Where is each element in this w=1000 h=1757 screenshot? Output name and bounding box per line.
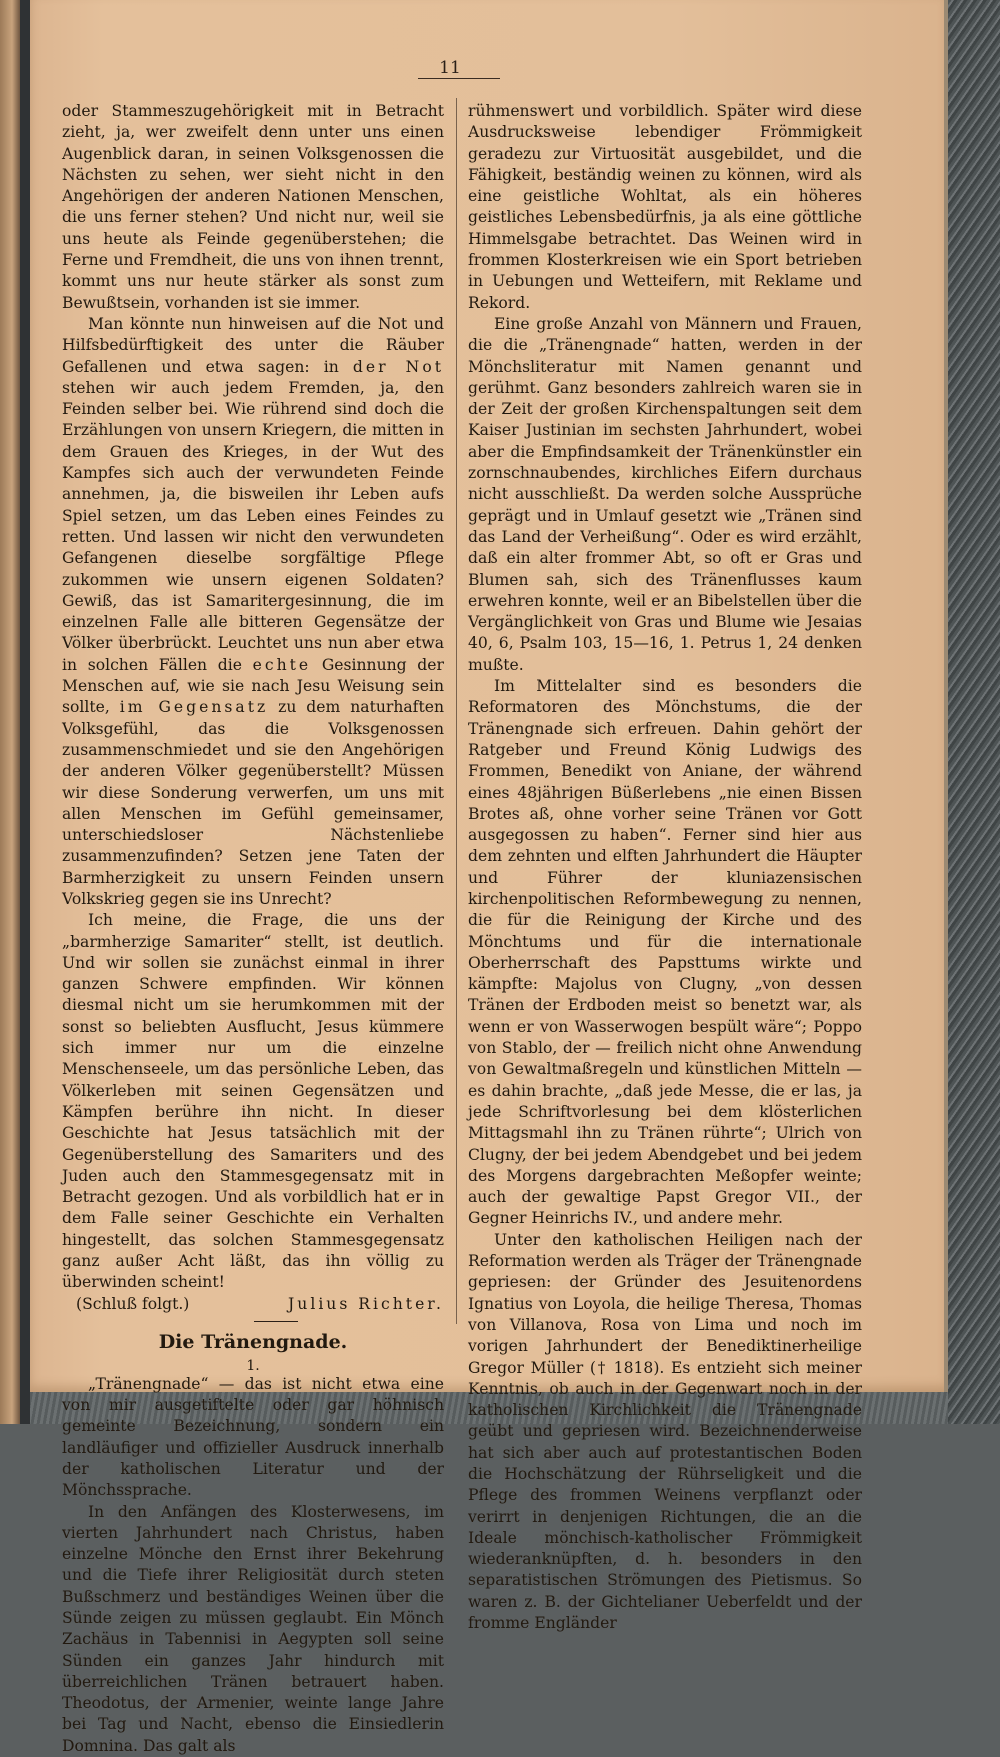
paragraph: Ich meine, die Frage, die uns der „barmherzige Samariter“ stellt, ist deutlich. Und wir sollen sie zunächst einmal in ihrer ganzen Schwere empfinden. Wir können diesmal nicht um sie herumkommen mit der sonst so beliebten Ausflucht, Jesus kümmere sich immer nur um die einzelne Menschenseele, um das persönliche Leben, das Völkerleben mit seinen Gegensätzen und Kämpfen berühre ihn nicht. In dieser Geschichte hat Jesus tatsächlich mit der Gegenüberstellung des Samariters und des Juden auch den Stammesgegensatz mit in Betracht gezogen. Und als vorbildlich hat er in dem Falle seiner Geschichte ein Verhalten hingestellt, das solchen Stammesgegensatz ganz außer Acht läßt, das ihn völlig zu überwinden scheint! (62, 910, 444, 1293)
paragraph: Eine große Anzahl von Männern und Frauen, die die „Tränengnade“ hatten, werden in der Mönchsliteratur mit Namen genannt und gerühmt. Ganz besonders zahlreich waren sie in der Zeit der großen Kirchenspaltungen seit dem Kaiser Justinian im sechsten Jahrhundert, wobei aber die Empfindsamkeit der Tränenkünstler ein zornschnaubendes, kirchliches Eifern durchaus nicht ausschließt. Da werden solche Aussprüche geprägt und in Umlauf gesetzt wie „Tränen sind das Land der Verheißung“. Oder es wird erzählt, daß ein alter frommer Abt, so oft er Gras und Blumen sah, sich des Tränenflusses kaum erwehren konnte, weil er an Bibelstellen über die Vergänglichkeit von Gras und Blume wie Jesaias 40, 6, Psalm 103, 15—16, 1. Petrus 1, 24 denken mußte. (468, 314, 862, 676)
book-gutter (20, 0, 30, 1424)
spaced-emphasis: echte (253, 656, 312, 674)
signature-line (62, 1294, 444, 1315)
paragraph (62, 314, 444, 910)
left-column (62, 101, 444, 1757)
continuation-note: (Schluß folgt.) (76, 1294, 189, 1315)
separator-rule (254, 1321, 298, 1323)
spaced-emphasis: der Not (353, 358, 444, 376)
paragraph: In den Anfängen des Klosterwesens, im vierten Jahrhundert nach Christus, haben einzelne Mönche den Ernst ihrer Bekehrung und die Tiefe ihrer Religiosität durch steten Bußschmerz und beständiges Weinen über die Sünde zeigen zu müssen geglaubt. Ein Mönch Zachäus in Tabennisi in Aegypten soll seine Sünden ein ganzes Jahr hindurch mit überreichlichen Tränen betrauert haben. Theodotus, der Armenier, weinte lange Jahre bei Tag und Nacht, ebenso die Einsiedlerin Domnina. Das galt als (62, 1502, 444, 1757)
text-run: stehen wir auch jedem Fremden, ja, den Feinden selber bei. Wie rührend sind doch die Erzählungen von unsern Kriegern, die mitten in dem Grauen des Krieges, in der Wut des Kampfes sich auch der verwundeten Feinde annehmen, ja, die bisweilen ihr Leben aufs Spiel setzen, um das Leben eines Feindes zu retten. Und lassen wir nicht den verwundeten Gefangenen dieselbe sorgfältige Pflege zukommen wie unsern eigenen Soldaten? Gewiß, das ist Samaritergesinnung, die im einzelnen Falle alle bitteren Gegensätze der Völker überbrückt. Leuchtet uns nun aber etwa in solchen Fällen die (62, 379, 444, 674)
paragraph: „Tränengnade“ — das ist nicht etwa eine von mir ausgetiftelte oder gar höhnisch gemeinte Bezeichnung, sondern ein landläufiger und offizieller Ausdruck innerhalb der katholischen Literatur und der Mönchssprache. (62, 1374, 444, 1502)
text-run: zu dem naturhaften Volksgefühl, das die Volksgenossen zusammenschmiedet und sie den Angehörigen der anderen Völker gegenüberstellt? Müssen wir diese Sonderung verwerfen, um uns mit allen Menschen im Gefühl gemeinsamer, unterschiedsloser Nächstenliebe zusammenzufinden? Setzen jene Taten der Barmherzigkeit zu unsern Feinden unsern Volkskrieg gegen sie ins Unrecht? (62, 698, 444, 908)
right-column (468, 101, 862, 1634)
section-number: 1. (62, 1358, 444, 1374)
author-name: Julius Richter. (288, 1294, 444, 1315)
text-run: Man könnte nun hinweisen auf die Not und Hilfsbedürftigkeit des unter die Räuber Gefallenen und etwa sagen: in (62, 315, 444, 376)
paragraph: Im Mittelalter sind es besonders die Reformatoren des Mönchstums, die der Tränengnade sich erfreuen. Dahin gehört der Ratgeber und Freund König Ludwigs des Frommen, Benedikt von Aniane, der während eines 48jährigen Büßerlebens „nie einen Bissen Brotes aß, ohne vorher seine Tränen vor Gott ausgegossen zu haben“. Ferner sind hier aus dem zehnten und elften Jahrhundert die Häupter und Führer der kluniazensischen kirchenpolitischen Reformbewegung zu nennen, die für die Reinigung der Kirche und des Mönchtums und für die internationale Oberherrschaft des Papsttums wirkte und kämpfte: Majolus von Clugny, „von dessen Tränen der Erdboden meist so benetzt war, als wenn er von Wasserwogen bespült wäre“; Poppo von Stablo, der — freilich nicht ohne Anwendung von Gewaltmaßregeln und künstlichen Mitteln — es dahin brachte, „daß jede Messe, die er las, ja jede Schriftvorlesung bei dem klösterlichen Mittagsmahl ihn zu Tränen rührte“; Ulrich von Clugny, der bei jedem Abendgebet und bei jedem des Morgens dargebrachten Meßopfer weinte; auch der gewaltige Papst Gregor VII., der Gegner Heinrichs IV., und andere mehr. (468, 676, 862, 1230)
page-number-rule (418, 78, 500, 79)
adjacent-page-edge (0, 0, 20, 1424)
paragraph: oder Stammeszugehörigkeit mit in Betracht zieht, ja, wer zweifelt denn unter uns einen Augenblick daran, in seinen Volksgenossen die Nächsten zu sehen, wer sieht nicht in den Angehörigen der anderen Nationen Menschen, die uns ferner stehen? Und nicht nur, weil sie uns heute als Feinde gegenüberstehen; die Ferne und Fremdheit, die uns von ihnen trennt, kommt uns nur heute stärker als sonst zum Bewußtsein, vorhanden ist sie immer. (62, 101, 444, 314)
marbled-cover-board (948, 0, 1000, 1424)
spaced-emphasis: im Gegensatz (120, 698, 268, 716)
text-run: Gesinnung der Menschen auf, wie sie nach Jesu Weisung sein sollte, (62, 656, 444, 717)
column-divider (456, 98, 457, 1324)
paragraph: rühmenswert und vorbildlich. Später wird diese Ausdrucksweise lebendiger Frömmigkeit geradezu zur Virtuosität ausgebildet, und die Fähigkeit, beständig weinen zu können, wird als eine geistliche Wohltat, als ein höheres geistliches Lebensbedürfnis, ja als eine göttliche Himmelsgabe betrachtet. Das Weinen wird in frommen Klosterkreisen wie ein Sport betrieben in Uebungen und Wetteifern, mit Reklame und Rekord. (468, 101, 862, 314)
article-title: Die Tränengnade. (62, 1332, 444, 1353)
paragraph: Unter den katholischen Heiligen nach der Reformation werden als Träger der Tränengnade gepriesen: der Gründer des Jesuitenordens Ignatius von Loyola, die heilige Theresa, Thomas von Villanova, Rosa von Lima und noch im vorigen Jahrhundert der Benediktinerheilige Gregor Müller († 1818). Es entzieht sich meiner Kenntnis, ob auch in der Gegenwart noch in der katholischen Kirchlichkeit die Tränengnade geübt und gepriesen wird. Bezeichnenderweise hat sich aber auch auf protestantischen Boden die Hochschätzung der Rührseligkeit und die Pflege des frommen Weinens verpflanzt oder verirrt in denjenigen Richtungen, die an die Ideale mönchisch-katholischer Frömmigkeit wiederanknüpften, d. h. besonders in den separatistischen Strömungen des Pietismus. So waren z. B. der Gichtelianer Ueberfeldt und der fromme Engländer (468, 1230, 862, 1635)
page-number: 11 (400, 58, 500, 78)
